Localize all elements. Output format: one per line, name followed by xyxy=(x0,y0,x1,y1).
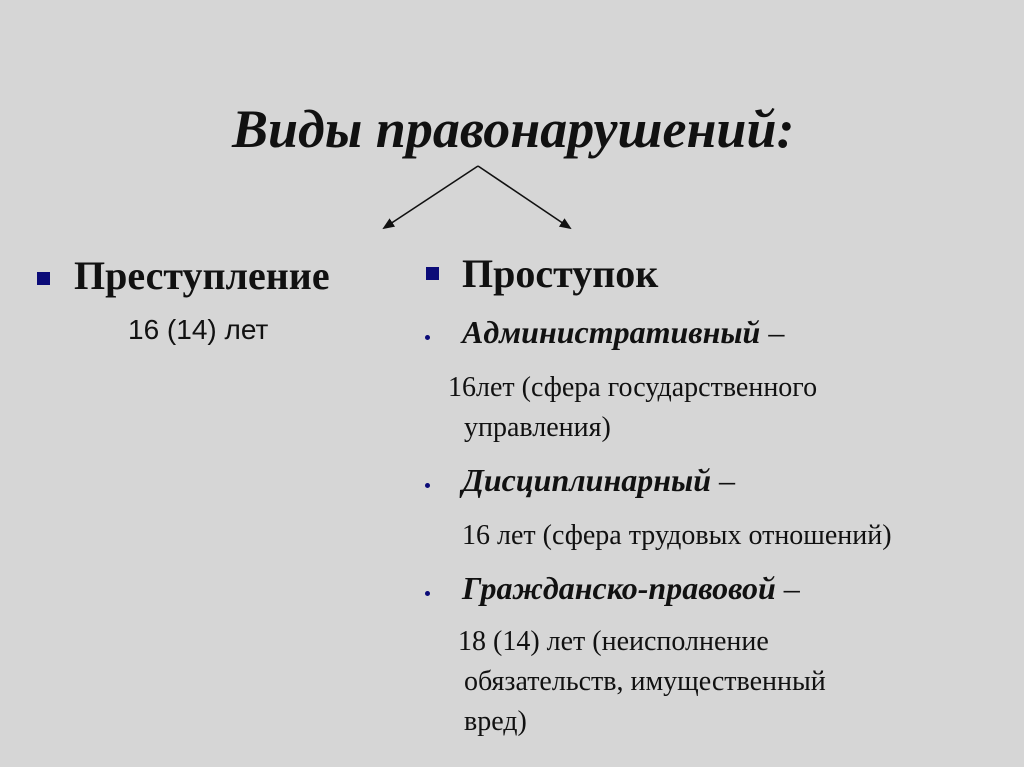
heading-misdemeanor: Проступок xyxy=(462,251,659,296)
item-civil xyxy=(462,570,800,607)
crime-age: 16 (14) лет xyxy=(128,314,269,345)
item-disciplinary-desc-1: 16 лет (сфера трудовых отношений) xyxy=(462,520,892,551)
square-bullet-icon xyxy=(426,267,439,280)
item-dash: – xyxy=(760,314,785,350)
item-civil-desc-1: 18 (14) лет (неисполнение xyxy=(458,626,769,657)
heading-crime: Преступление xyxy=(74,253,330,298)
dot-bullet-icon xyxy=(425,591,430,596)
item-disciplinary-name: Дисциплинарный xyxy=(462,462,711,498)
square-bullet-icon xyxy=(37,272,50,285)
arrow-right xyxy=(478,166,570,228)
slide-title: Виды правонарушений: xyxy=(232,99,795,159)
item-administrative-name: Административный xyxy=(462,314,761,350)
item-civil-desc-2: обязательств, имущественный xyxy=(464,666,826,697)
item-administrative-desc-2: управления) xyxy=(464,412,611,443)
item-disciplinary xyxy=(462,462,735,499)
item-dash: – xyxy=(711,462,735,498)
item-administrative xyxy=(462,314,784,351)
item-dash: – xyxy=(775,570,800,606)
arrow-left xyxy=(384,166,478,228)
item-administrative-desc-1: 16лет (сфера государственного xyxy=(448,372,818,403)
item-civil-desc-3: вред) xyxy=(464,706,527,737)
dot-bullet-icon xyxy=(425,483,430,488)
item-civil-name: Гражданско-правовой xyxy=(462,570,776,606)
dot-bullet-icon xyxy=(425,335,430,340)
